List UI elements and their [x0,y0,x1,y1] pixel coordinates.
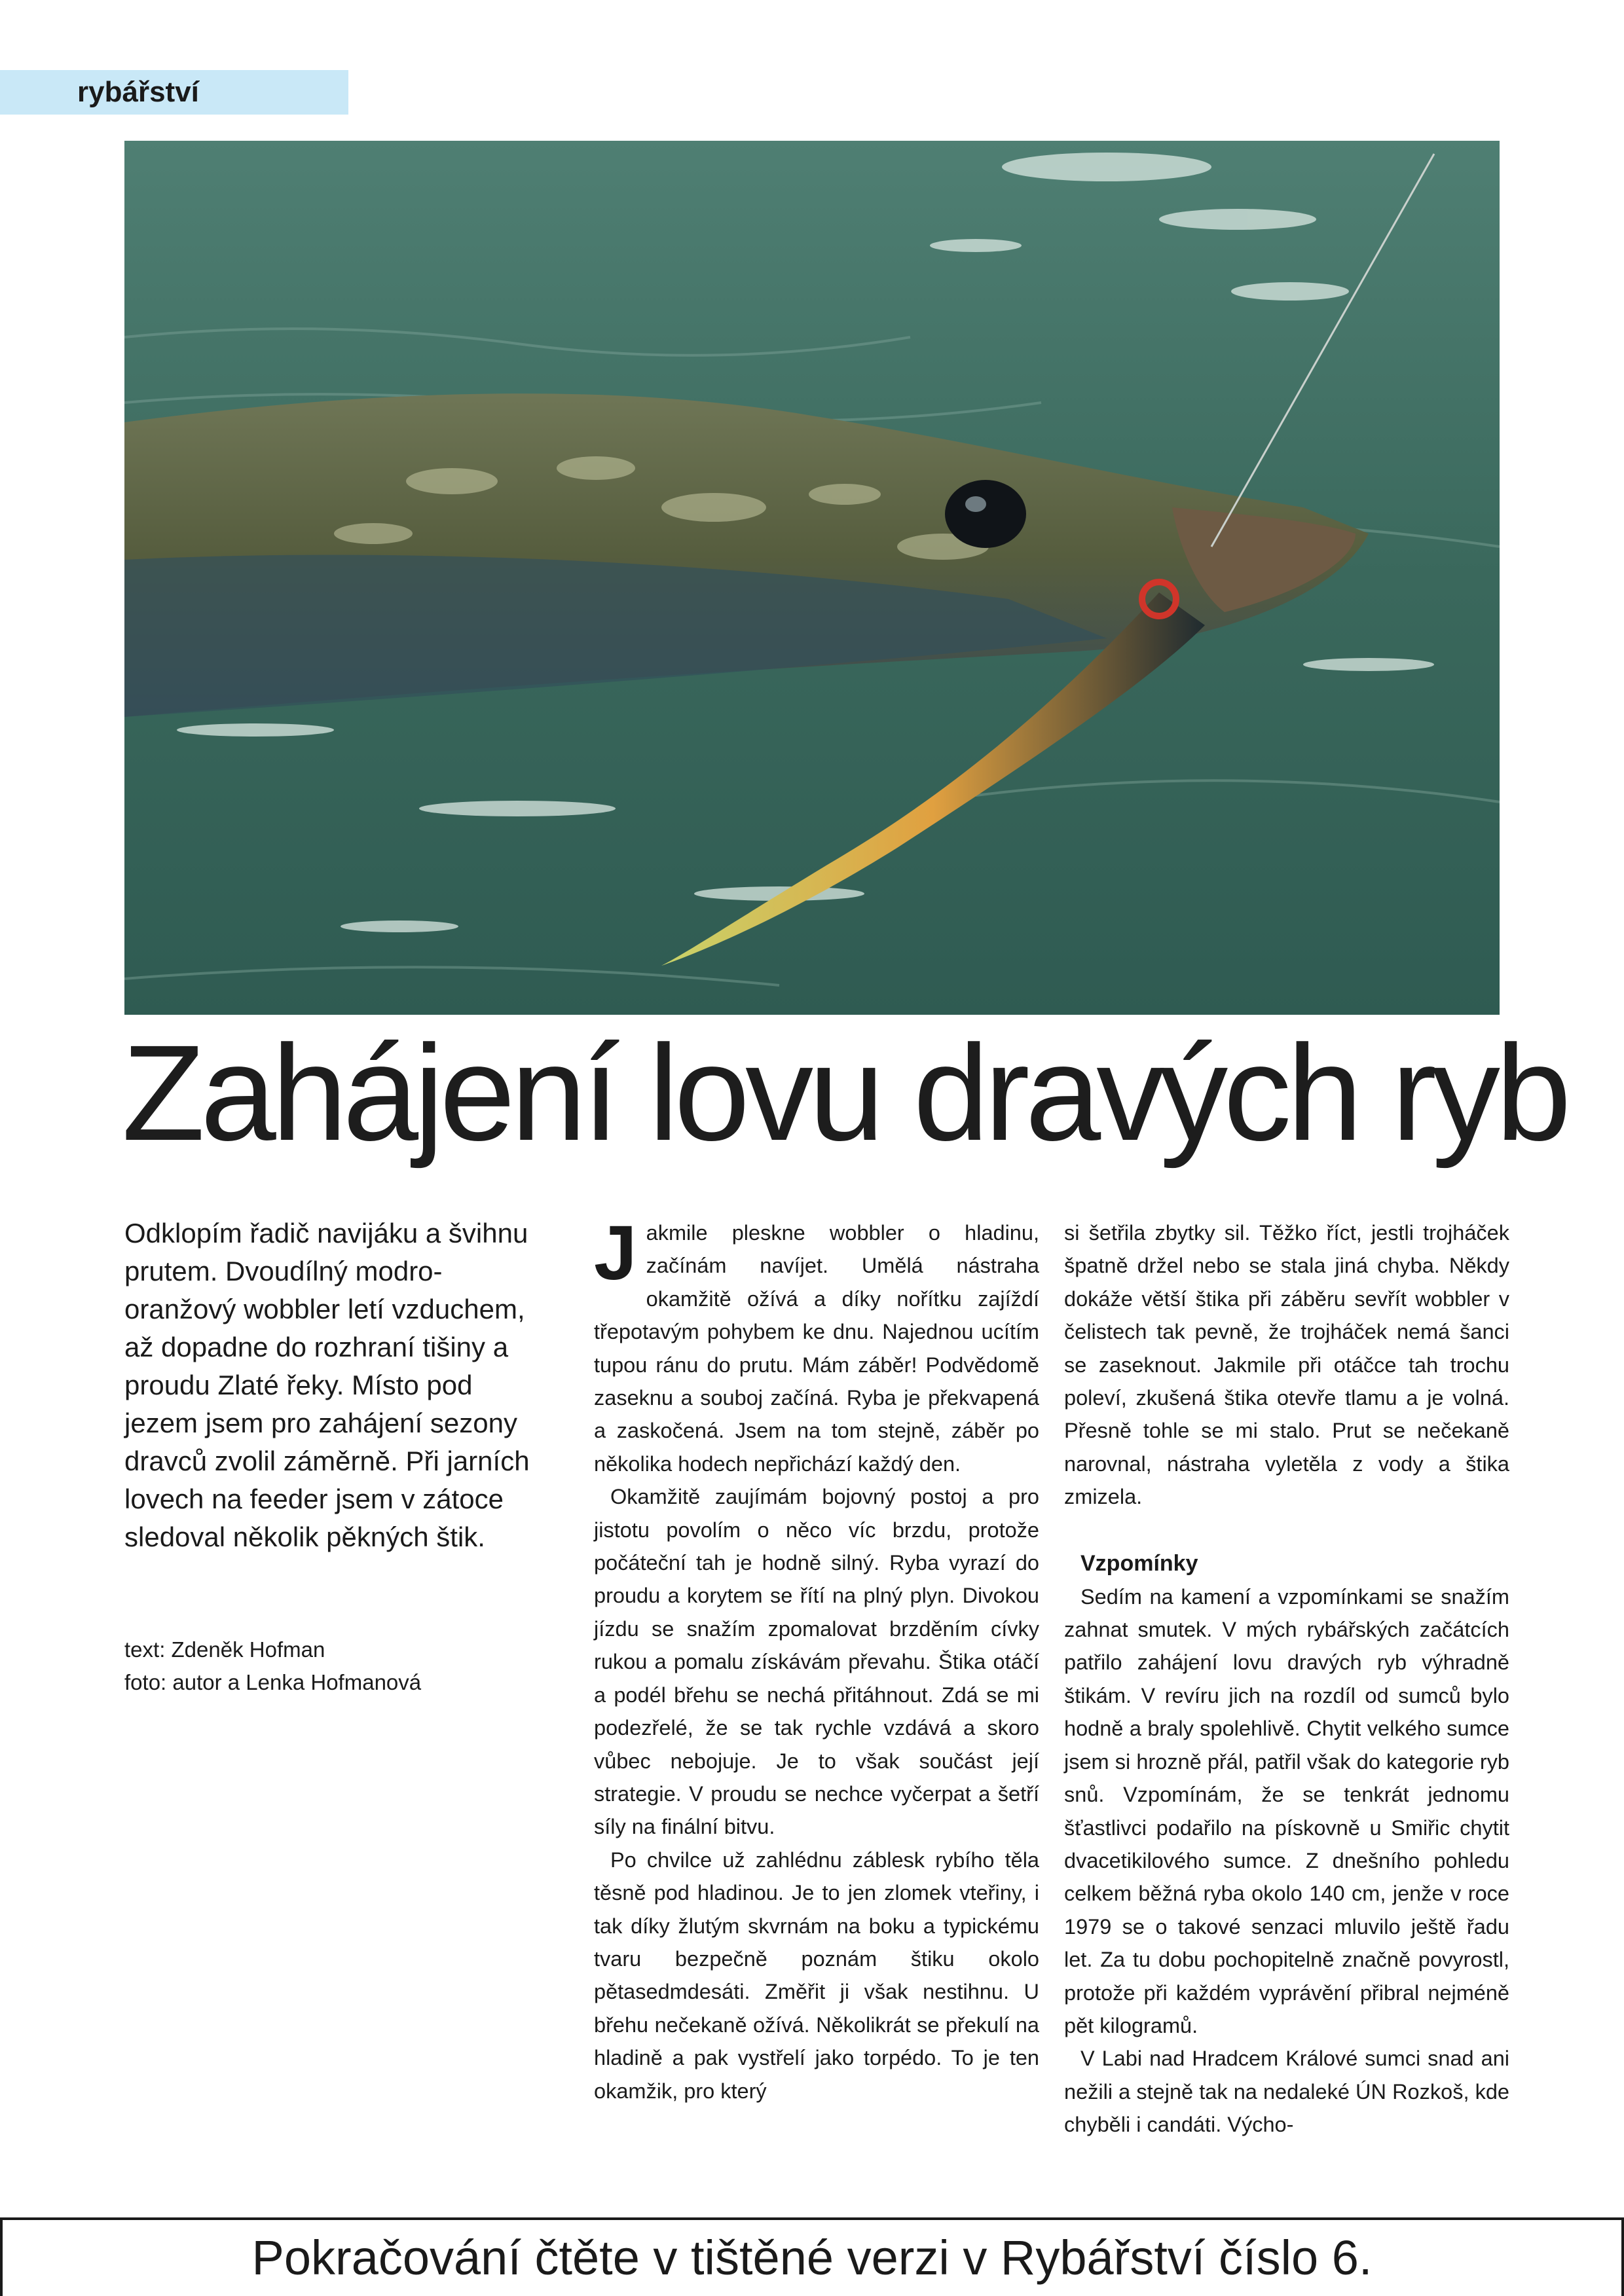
article-column-1 [594,1210,1039,2107]
article-headline: Zahájení lovu dravých ryb [122,1017,1567,1169]
photo-illustration [124,141,1500,1015]
hero-photo-pike-with-wobbler [124,141,1500,1015]
article-lead: Odklopím řadič navijáku a švihnu prutem. Dvoudílný modro-oranžový wobbler letí vzduchem, až dopadne do rozhraní tišiny a proudu Zlaté řeky. Místo pod jezem jsem pro zahájení sezony dravců zvolil záměrně. Při jarních lovech na feeder jsem v zátoce sledoval několik pěkných štik. [124,1218,530,1552]
paragraph-2: Okamžitě zaujímám bojovný postoj a pro jistotu povolím o něco víc brzdu, protože počáteční tah je hodně silný. Ryba vyrazí do proudu a korytem se řítí na plný plyn. Divokou jízdu se snažím zpomalovat brzděním cívky rukou a pomalu získávám převahu. Štika otáčí a podél břehu se nechá přitáhnout. Zdá se mi podezřelé, že se tak rychle vzdává a skoro vůbec nebojuje. Je to však součást její strategie. V proudu se nechce vyčerpat a šetří síly na finální bitvu. [594,1485,1039,1839]
paragraph-5: Sedím na kamení a vzpomínkami se snažím zahnat smutek. V mých rybářských začátcích patřilo zahájení lovu dravých ryb výhradně štikám. V revíru jich na rozdíl od sumců bylo hodně a braly spolehlivě. Chytit velkého sumce jsem si hrozně přál, patřil však do kategorie ryb snů. Vzpomínám, že se tenkrát jednomu šťastlivci podařilo na pískovně u Smiřic chytit dvacetikilového sumce. Z dnešního pohledu celkem běžná ryba okolo 140 cm, jenže v roce 1979 se o takové senzaci mluvilo ještě řadu let. Za tu dobu pochopitelně značně povyrostl, protože při každém vyprávění přibral nejméně pět kilogramů. [1064,1584,1509,2037]
drop-cap: J [594,1210,637,1296]
paragraph-4: si šetřila zbytky sil. Těžko říct, jestli trojháček špatně držel nebo se stala jiná chyba. Někdy dokáže větší štika při záběru sevřít wobbler v čelistech tak pevně, že trojháček nemá šanci se zaseknout. Jakmile při otáčce tah trochu poleví, zkušená štika otevře tlamu a je volná. Přesně tohle se mi stalo. Prut se nečekaně narovnal, nástraha vyletěla z vody a štika zmizela. [1064,1221,1509,1509]
section-label: rybářství [0,70,348,115]
paragraph-1 [594,1210,1039,1480]
article-credits [124,1633,544,1699]
text-credit: text: Zdeněk Hofman [124,1637,325,1662]
paragraph-1-text: akmile pleskne wobbler o hladinu, začínám navíjet. Umělá nástraha okamžitě ožívá a díky nořítku zajíždí třepotavým pohybem ke dnu. Najednou ucítím tupou ránu do prutu. Mám záběr! Podvědomě zaseknu a souboj začíná. Ryba je překvapená a zaskočená. Jsem na tom stejně, záběr po několika hodech nepřichází každý den. [594,1221,1039,1476]
continuation-notice: Pokračování čtěte v tištěné verzi v Rybářství číslo 6. [0,2217,1624,2296]
photo-credit: foto: autor a Lenka Hofmanová [124,1670,422,1694]
article-column-2 [1064,1216,1509,2141]
subheading: Vzpomínky [1080,1550,1198,1576]
paragraph-3: Po chvilce už zahlédnu záblesk rybího těla těsně pod hladinou. Je to jen zlomek vteřiny, i tak díky žlutým skvrnám na boku a typickému tvaru bezpečně poznám štiku okolo pětasedmdesáti. Změřit ji však nestihnu. U břehu nečekaně ožívá. Několikrát se překulí na hladině a pak vystřelí jako torpédo. To je ten okamžik, pro který [594,1848,1039,2103]
paragraph-6: V Labi nad Hradcem Králové sumci snad ani nežili a stejně tak na nedaleké ÚN Rozkoš, kde chyběli i candáti. Výcho- [1064,2047,1509,2137]
